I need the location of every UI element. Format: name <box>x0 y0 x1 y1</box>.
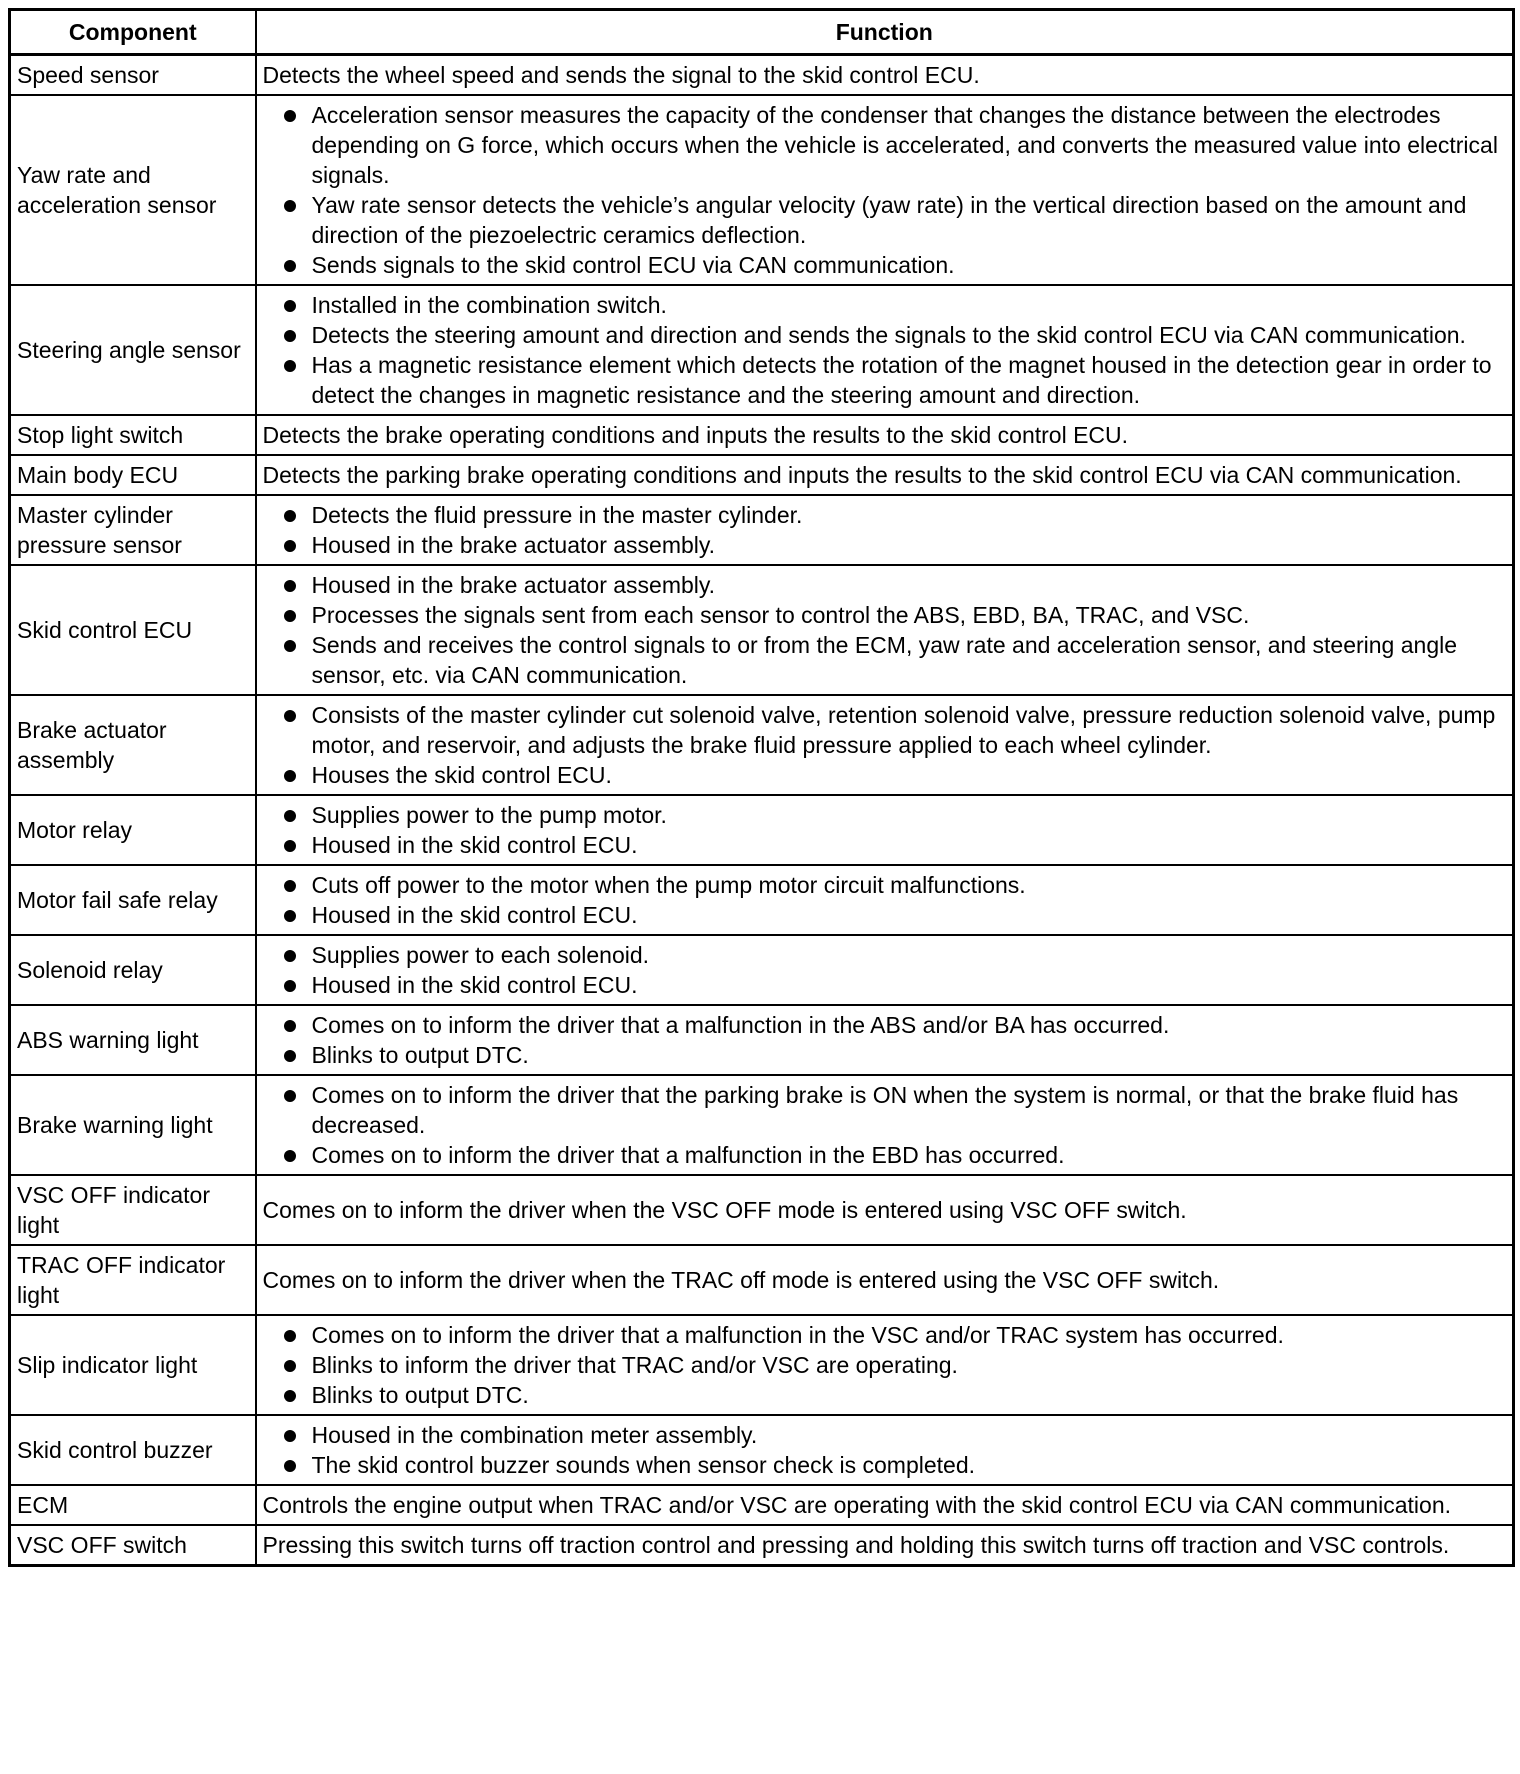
component-cell: VSC OFF indicator light <box>10 1175 256 1245</box>
function-bullet-item: Housed in the combination meter assembly. <box>263 1420 1508 1450</box>
function-bullet-list <box>263 1010 1508 1070</box>
function-bullet-item: Consists of the master cylinder cut solenoid valve, retention solenoid valve, pressure reduction solenoid valve, pump motor, and reservoir, and adjusts the brake fluid pressure applied to each wheel cylinder. <box>263 700 1508 760</box>
table-header <box>10 10 1514 55</box>
function-bullet-list <box>263 800 1508 860</box>
function-bullet-item: Supplies power to the pump motor. <box>263 800 1508 830</box>
table-row <box>10 455 1514 495</box>
component-cell: Skid control ECU <box>10 565 256 695</box>
function-cell <box>256 935 1514 1005</box>
component-cell: Slip indicator light <box>10 1315 256 1415</box>
function-text: Detects the parking brake operating conditions and inputs the results to the skid control ECU via CAN communication. <box>262 462 1462 488</box>
document-page <box>8 8 1512 1567</box>
table-row <box>10 495 1514 565</box>
function-bullet-list <box>263 870 1508 930</box>
table-row <box>10 1005 1514 1075</box>
table-row <box>10 95 1514 285</box>
function-bullet-item: Sends and receives the control signals to or from the ECM, yaw rate and acceleration sensor, and steering angle sensor, etc. via CAN communication. <box>263 630 1508 690</box>
function-bullet-item: Comes on to inform the driver that a malfunction in the VSC and/or TRAC system has occurred. <box>263 1320 1508 1350</box>
header-row <box>10 10 1514 55</box>
function-cell <box>256 1005 1514 1075</box>
component-cell: VSC OFF switch <box>10 1525 256 1566</box>
function-bullet-list <box>263 1420 1508 1480</box>
component-cell: ABS warning light <box>10 1005 256 1075</box>
function-bullet-list <box>263 500 1508 560</box>
function-cell <box>256 1245 1514 1315</box>
function-bullet-item: Blinks to output DTC. <box>263 1040 1508 1070</box>
column-header-component: Component <box>10 10 256 55</box>
function-text: Controls the engine output when TRAC and/or VSC are operating with the skid control ECU via CAN communication. <box>262 1492 1451 1518</box>
component-cell: Yaw rate and acceleration sensor <box>10 95 256 285</box>
component-cell: Brake warning light <box>10 1075 256 1175</box>
function-bullet-item: Housed in the brake actuator assembly. <box>263 570 1508 600</box>
function-bullet-list <box>263 1320 1508 1410</box>
column-header-function: Function <box>256 10 1514 55</box>
function-bullet-item: Cuts off power to the motor when the pump motor circuit malfunctions. <box>263 870 1508 900</box>
function-bullet-item: Detects the fluid pressure in the master cylinder. <box>263 500 1508 530</box>
component-cell: ECM <box>10 1485 256 1525</box>
function-text: Detects the wheel speed and sends the signal to the skid control ECU. <box>262 62 980 88</box>
table-body <box>10 55 1514 1566</box>
function-bullet-item: Has a magnetic resistance element which detects the rotation of the magnet housed in the detection gear in order to detect the changes in magnetic resistance and the steering amount and direction. <box>263 350 1508 410</box>
function-bullet-item: Housed in the brake actuator assembly. <box>263 530 1508 560</box>
component-cell: Speed sensor <box>10 55 256 96</box>
function-bullet-list <box>263 570 1508 690</box>
function-bullet-item: Supplies power to each solenoid. <box>263 940 1508 970</box>
function-cell <box>256 1315 1514 1415</box>
function-cell <box>256 285 1514 415</box>
function-bullet-item: Sends signals to the skid control ECU via CAN communication. <box>263 250 1508 280</box>
table-row <box>10 285 1514 415</box>
function-cell <box>256 495 1514 565</box>
function-bullet-list <box>263 1080 1508 1170</box>
function-bullet-list <box>263 290 1508 410</box>
function-bullet-item: Housed in the skid control ECU. <box>263 830 1508 860</box>
function-bullet-item: Housed in the skid control ECU. <box>263 970 1508 1000</box>
function-text: Pressing this switch turns off traction control and pressing and holding this switch turns off traction and VSC controls. <box>262 1532 1450 1558</box>
function-cell <box>256 1485 1514 1525</box>
function-text: Detects the brake operating conditions and inputs the results to the skid control ECU. <box>262 422 1129 448</box>
function-bullet-item: Housed in the skid control ECU. <box>263 900 1508 930</box>
component-cell: Main body ECU <box>10 455 256 495</box>
function-bullet-item: Comes on to inform the driver that a malfunction in the EBD has occurred. <box>263 1140 1508 1170</box>
component-cell: Stop light switch <box>10 415 256 455</box>
component-cell: Master cylinder pressure sensor <box>10 495 256 565</box>
function-cell <box>256 695 1514 795</box>
function-text: Comes on to inform the driver when the TRAC off mode is entered using the VSC OFF switch. <box>262 1267 1220 1293</box>
function-cell <box>256 565 1514 695</box>
function-bullet-item: Installed in the combination switch. <box>263 290 1508 320</box>
table-row <box>10 415 1514 455</box>
table-row <box>10 1415 1514 1485</box>
component-function-table <box>8 8 1515 1567</box>
function-bullet-item: Blinks to output DTC. <box>263 1380 1508 1410</box>
function-bullet-list <box>263 100 1508 280</box>
table-row <box>10 565 1514 695</box>
function-cell <box>256 795 1514 865</box>
function-cell <box>256 1075 1514 1175</box>
function-cell <box>256 415 1514 455</box>
table-row <box>10 695 1514 795</box>
function-cell <box>256 865 1514 935</box>
table-row <box>10 795 1514 865</box>
table-row <box>10 1315 1514 1415</box>
function-cell <box>256 1415 1514 1485</box>
function-bullet-item: Detects the steering amount and direction and sends the signals to the skid control ECU via CAN communication. <box>263 320 1508 350</box>
function-bullet-item: Houses the skid control ECU. <box>263 760 1508 790</box>
function-bullet-item: Comes on to inform the driver that the parking brake is ON when the system is normal, or that the brake fluid has decreased. <box>263 1080 1508 1140</box>
component-cell: Motor fail safe relay <box>10 865 256 935</box>
table-row <box>10 1525 1514 1566</box>
table-row <box>10 865 1514 935</box>
table-row <box>10 1075 1514 1175</box>
component-cell: Motor relay <box>10 795 256 865</box>
function-bullet-item: Comes on to inform the driver that a malfunction in the ABS and/or BA has occurred. <box>263 1010 1508 1040</box>
function-text: Comes on to inform the driver when the VSC OFF mode is entered using VSC OFF switch. <box>262 1197 1187 1223</box>
component-cell: Steering angle sensor <box>10 285 256 415</box>
table-row <box>10 935 1514 1005</box>
component-cell: Skid control buzzer <box>10 1415 256 1485</box>
function-cell <box>256 455 1514 495</box>
function-bullet-item: The skid control buzzer sounds when sensor check is completed. <box>263 1450 1508 1480</box>
function-bullet-list <box>263 940 1508 1000</box>
table-row <box>10 1485 1514 1525</box>
component-cell: TRAC OFF indicator light <box>10 1245 256 1315</box>
function-cell <box>256 1175 1514 1245</box>
function-bullet-item: Processes the signals sent from each sensor to control the ABS, EBD, BA, TRAC, and VSC. <box>263 600 1508 630</box>
function-cell <box>256 1525 1514 1566</box>
table-row <box>10 1175 1514 1245</box>
table-row <box>10 55 1514 96</box>
component-cell: Solenoid relay <box>10 935 256 1005</box>
table-row <box>10 1245 1514 1315</box>
function-bullet-item: Yaw rate sensor detects the vehicle’s angular velocity (yaw rate) in the vertical direction based on the amount and direction of the piezoelectric ceramics deflection. <box>263 190 1508 250</box>
component-cell: Brake actuator assembly <box>10 695 256 795</box>
function-cell <box>256 55 1514 96</box>
function-bullet-item: Acceleration sensor measures the capacity of the condenser that changes the distance between the electrodes depending on G force, which occurs when the vehicle is accelerated, and converts the measured value into electrical signals. <box>263 100 1508 190</box>
function-bullet-list <box>263 700 1508 790</box>
function-bullet-item: Blinks to inform the driver that TRAC and/or VSC are operating. <box>263 1350 1508 1380</box>
function-cell <box>256 95 1514 285</box>
